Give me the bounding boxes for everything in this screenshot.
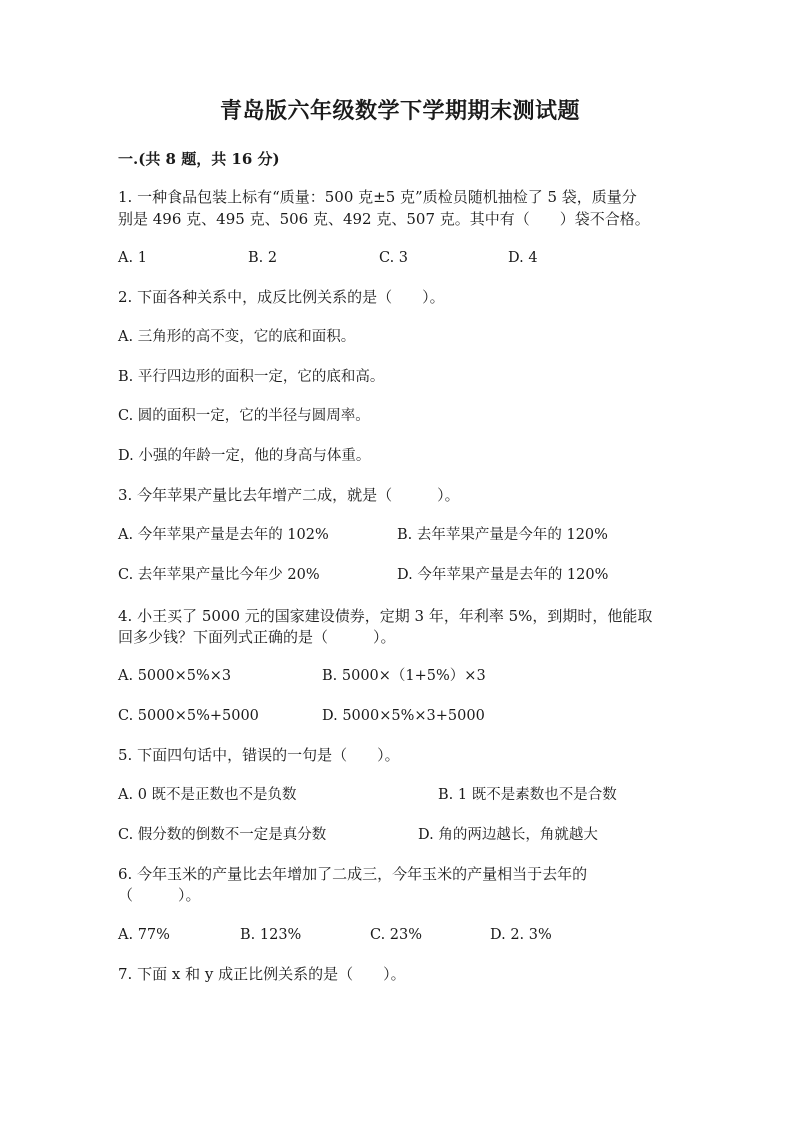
- question-4-option-d: D. 5000×5%×3+5000: [322, 708, 485, 724]
- question-1-option-a: A. 1: [118, 250, 147, 266]
- question-6-stem-line-1: 6. 今年玉米的产量比去年增加了二成三，今年玉米的产量相当于去年的: [118, 865, 588, 883]
- question-4-option-b: B. 5000×（1+5%）×3: [322, 668, 486, 684]
- question-5-option-a: A. 0 既不是正数也不是负数: [118, 787, 297, 803]
- question-2-option-d: D. 小强的年龄一定，他的身高与体重。: [118, 448, 371, 464]
- question-4-stem-line-1: 4. 小王买了 5000 元的国家建设债券，定期 3 年，年利率 5%，到期时，他能取: [118, 607, 653, 625]
- question-2-option-c: C. 圆的面积一定，它的半径与圆周率。: [118, 408, 370, 424]
- question-5-stem: 5. 下面四句话中，错误的一句是（ ）。: [118, 746, 400, 764]
- question-2-option-b: B. 平行四边形的面积一定，它的底和高。: [118, 369, 385, 385]
- question-3-option-c: C. 去年苹果产量比今年少 20%: [118, 567, 320, 583]
- question-6-option-d: D. 2. 3%: [490, 927, 552, 943]
- question-5-option-b: B. 1 既不是素数也不是合数: [438, 787, 617, 803]
- question-6-option-a: A. 77%: [118, 927, 170, 943]
- question-6-stem-line-2: （ ）。: [118, 886, 201, 904]
- section-header: 一.(共 8 题，共 16 分): [118, 150, 280, 168]
- question-4-option-c: C. 5000×5%+5000: [118, 708, 259, 724]
- question-2-stem: 2. 下面各种关系中，成反比例关系的是（ ）。: [118, 288, 445, 306]
- question-3-option-d: D. 今年苹果产量是去年的 120%: [397, 567, 609, 583]
- question-1-stem-line-1: 1. 一种食品包装上标有“质量：500 克±5 克”质检员随机抽检了 5 袋，质量分: [118, 188, 637, 206]
- question-3-option-b: B. 去年苹果产量是今年的 120%: [397, 527, 608, 543]
- question-3-option-a: A. 今年苹果产量是去年的 102%: [118, 527, 329, 543]
- question-1-option-b: B. 2: [248, 250, 278, 266]
- question-7-stem: 7. 下面 x 和 y 成正比例关系的是（ ）。: [118, 965, 406, 983]
- question-1-stem-line-2: 别是 496 克、495 克、506 克、492 克、507 克。其中有（ ）袋不合格。: [118, 210, 650, 228]
- question-2-option-a: A. 三角形的高不变，它的底和面积。: [118, 329, 356, 345]
- question-6-option-c: C. 23%: [370, 927, 423, 943]
- question-6-option-b: B. 123%: [240, 927, 302, 943]
- question-4-option-a: A. 5000×5%×3: [118, 668, 232, 684]
- question-5-option-c: C. 假分数的倒数不一定是真分数: [118, 827, 327, 843]
- question-1-option-d: D. 4: [508, 250, 538, 266]
- question-3-stem: 3. 今年苹果产量比去年增产二成，就是（ ）。: [118, 486, 460, 504]
- question-4-stem-line-2: 回多少钱？下面列式正确的是（ ）。: [118, 628, 396, 646]
- question-5-option-d: D. 角的两边越长，角就越大: [418, 827, 598, 843]
- page-title: 青岛版六年级数学下学期期末测试题: [219, 98, 580, 124]
- question-1-option-c: C. 3: [379, 250, 409, 266]
